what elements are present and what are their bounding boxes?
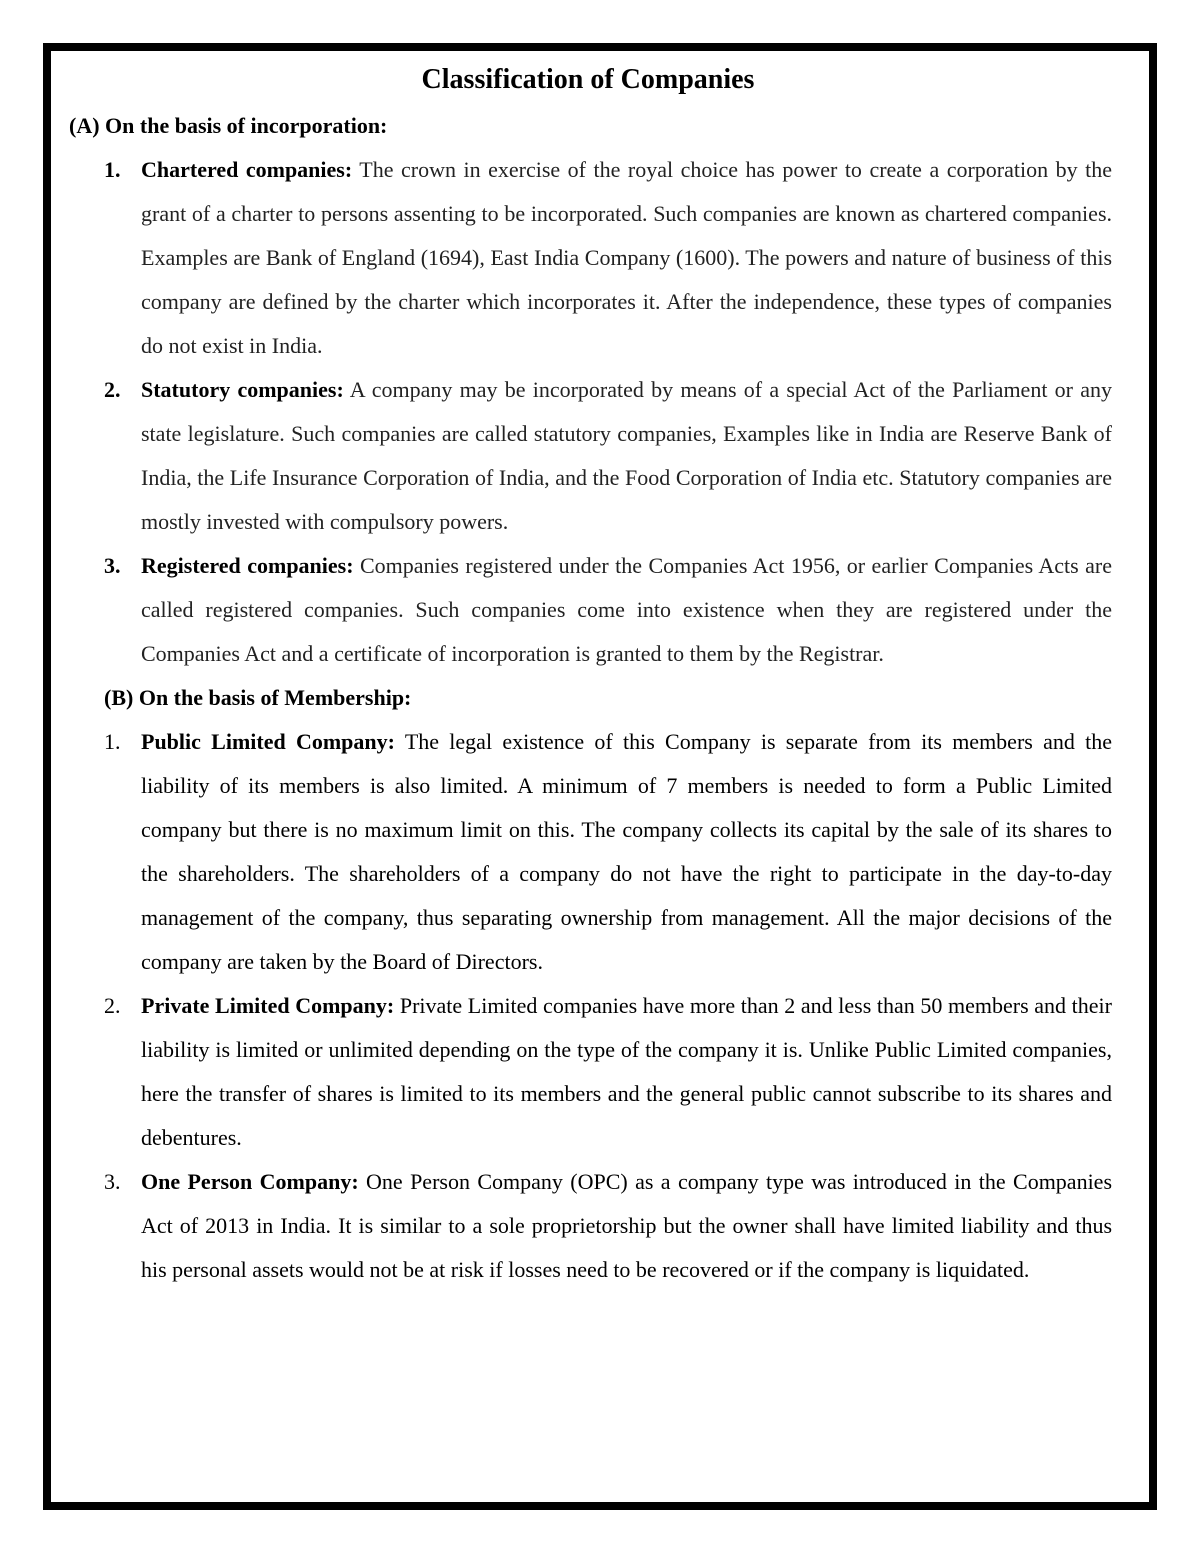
membership-list (64, 720, 1112, 1292)
item-text: The legal existence of this Company is separate from its members and the liability of its members is also limited. A minimum of 7 members is needed to form a Public Limited company but there is no maximum limit on this. The company collects its capital by the sale of its shares to the shareholders. The shareholders of a company do not have the right to participate in the day-to-day management of the company, thus separating ownership from management. All the major decisions of the company are taken by the Board of Directors. (141, 729, 1112, 974)
list-number: 1. (104, 729, 121, 754)
section-heading-incorporation: (A) On the basis of incorporation: (69, 113, 388, 138)
list-number: 2. (104, 377, 121, 402)
list-item (64, 720, 1112, 984)
list-number: 3. (104, 553, 121, 578)
list-number: 2. (104, 993, 121, 1018)
document-body (64, 58, 1112, 1292)
list-number: 3. (104, 1169, 121, 1194)
incorporation-list (64, 148, 1112, 676)
list-item (64, 1160, 1112, 1292)
item-term: One Person Company: (141, 1169, 359, 1194)
item-text: One Person Company (OPC) as a company type was introduced in the Companies Act of 2013 in India. It is similar to a sole proprietorship but the owner shall have limited liability and thus his personal assets would not be at risk if losses need to be recovered or if the company is liquidated. (141, 1169, 1113, 1282)
list-item (64, 984, 1112, 1160)
item-text: Companies registered under the Companies Act 1956, or earlier Companies Acts are called registered companies. Such companies come into existence when they are registered under the Companies Act and a certificate of incorporation is granted to them by the Registrar. (141, 553, 1112, 666)
item-text: The crown in exercise of the royal choice has power to create a corporation by the grant of a charter to persons assenting to be incorporated. Such companies are known as chartered companies. Examples are Bank of England (1694), East India Company (1600). The powers and nature of business of this company are defined by the charter which incorporates it. After the independence, these types of companies do not exist in India. (141, 157, 1113, 358)
list-item (64, 544, 1112, 676)
item-text: A company may be incorporated by means of a special Act of the Parliament or any state legislature. Such companies are called statutory companies, Examples like in India are Reserve Bank of India, the Life Insurance Corporation of India, and the Food Corporation of India etc. Statutory companies are mostly invested with compulsory powers. (141, 377, 1112, 534)
item-text: Private Limited companies have more than 2 and less than 50 members and their liability is limited or unlimited depending on the type of the company it is. Unlike Public Limited companies, here the transfer of shares is limited to its members and the general public cannot subscribe to its shares and debentures. (141, 993, 1112, 1150)
list-item (64, 148, 1112, 368)
list-item (64, 368, 1112, 544)
page-title: Classification of Companies (421, 64, 755, 95)
item-term: Statutory companies: (141, 377, 344, 402)
item-term: Registered companies: (141, 553, 354, 578)
list-number: 1. (104, 157, 121, 182)
section-heading-membership: (B) On the basis of Membership: (104, 685, 412, 710)
item-term: Chartered companies: (141, 157, 353, 182)
item-term: Private Limited Company: (141, 993, 395, 1018)
item-term: Public Limited Company: (141, 729, 395, 754)
